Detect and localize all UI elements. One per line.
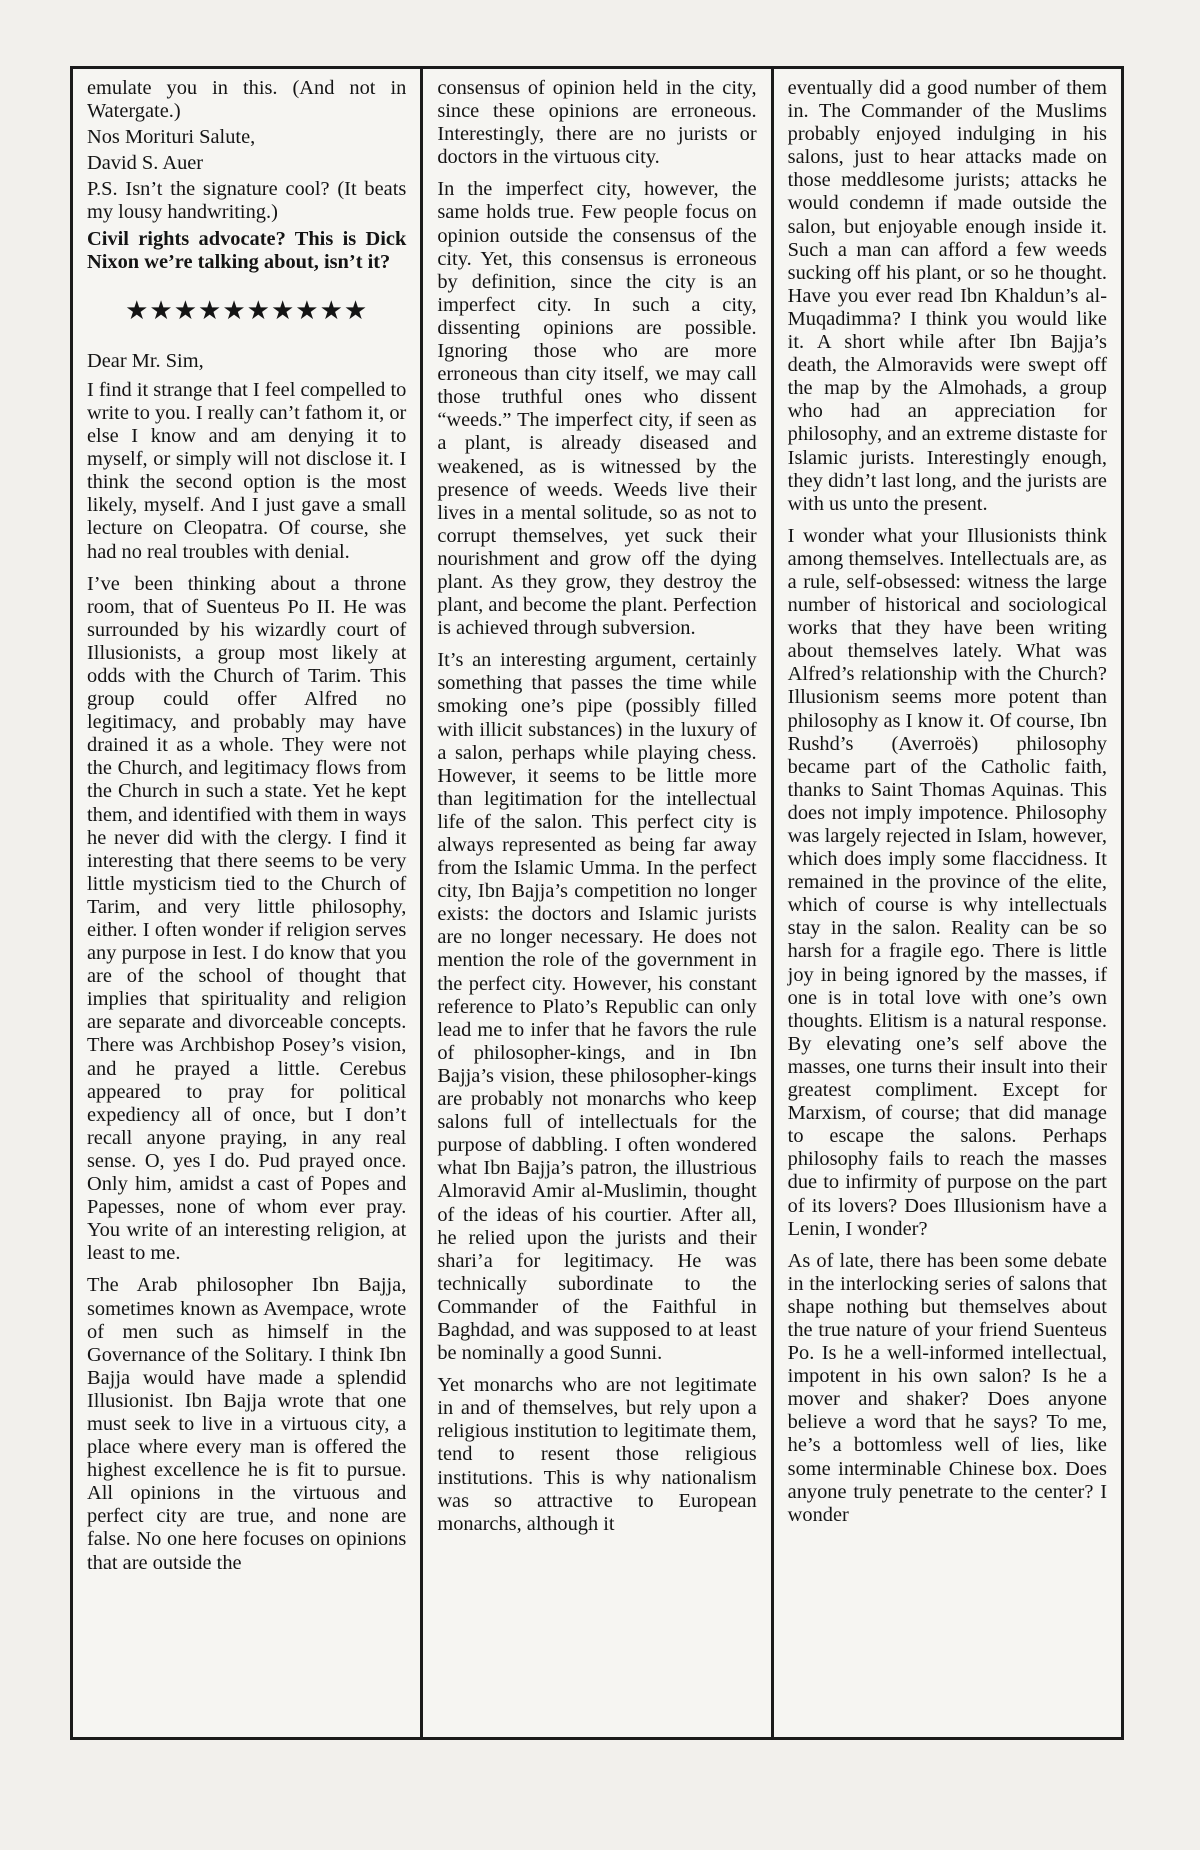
paragraph: Yet monarchs who are not legitimate in and of themselves, but rely upon a religious institution to legitimate them, tend to resent those religious institutions. This is why nationalism was so attractive to European monarchs, although it: [437, 1374, 757, 1535]
paragraph: It’s an interesting argument, certainly something that passes the time while smoking one’s pipe (possibly filled with illicit substances) in the luxury of a salon, perhaps while playing chess. However, it seems to be little more than legitimation for the intellectual life of the salon. This perfect city is always represented as being far away from the Islamic Umma. In the perfect city, Ibn Bajja’s competition no longer exists: the doctors and Islamic jurists are no longer necessary. He does not mention the role of the government in the perfect city. However, his constant reference to Plato’s Republic can only lead me to infer that he favors the rule of philosopher-kings, and in Ibn Bajja’s vision, these philosopher-kings are probably not monarchs who keep salons full of intellectuals for the purpose of dabbling. I often wondered what Ibn Bajja’s patron, the illustrious Almoravid Amir al-Muslimin, thought of the ideas of his courtier. After all, he relied upon the jurists and their shari’a for legitimacy. He was technically subordinate to the Commander of the Faithful in Baghdad, and was supposed to at least be nominally a good Sunni.: [437, 649, 757, 1365]
paragraph: As of late, there has been some debate in the interlocking series of salons that shape nothing but themselves about the true nature of your friend Suenteus Po. Is he a well-informed intellectual, impotent in his own salon? Is he a mover and shaker? Does anyone believe a word that he says? To me, he’s a bottomless well of lies, like some interminable Chinese box. Does anyone truly penetrate to the center? I wonder: [787, 1249, 1107, 1526]
postscript: P.S. Isn’t the signature cool? (It beats my lousy handwriting.): [87, 178, 407, 224]
column-1: [73, 69, 420, 1737]
paragraph: The Arab philosopher Ibn Bajja, sometimes known as Avempace, wrote of men such as himself in the Governance of the Solitary. I think Ibn Bajja would have made a splendid Illusionist. Ibn Bajja wrote that one must seek to live in a virtuous city, a place where every man is offered the highest excellence he is fit to pursue. All opinions in the virtuous and perfect city are true, and none are false. No one here focuses on opinions that are outside the: [87, 1274, 407, 1574]
column-3: [771, 69, 1121, 1737]
letter-salutation: Dear Mr. Sim,: [87, 349, 204, 372]
paragraph: I find it strange that I feel compelled to write to you. I really can’t fathom it, or else I know and am denying it to myself, or simply will not disclose it. I think the second option is the most likely, myself. And I just gave a small lecture on Cleopatra. Of course, she had no real troubles with denial.: [87, 378, 407, 563]
editor-reply: Civil rights advocate? This is Dick Nixon we’re talking about, isn’t it?: [87, 227, 407, 273]
paragraph: In the imperfect city, however, the same holds true. Few people focus on opinion outside the consensus of the city. Yet, this consensus is erroneous by definition, since the city is an imperfect city. In such a city, dissenting opinions are possible. Ignoring those who are more erroneous than city itself, we may call those truthful ones who dissent “weeds.” The imperfect city, if seen as a plant, is already diseased and weakened, as is witnessed by the presence of weeds. Weeds live their lives in a mental solitude, so as not to corrupt themselves, yet suck their nourishment and grow off the dying plant. As they grow, they destroy the plant, and become the plant. Perfection is achieved through subversion.: [437, 178, 757, 640]
column-2: [420, 69, 770, 1737]
paragraph: eventually did a good number of them in. The Commander of the Muslims probably enjoyed indulging in his salons, just to hear attacks made on those meddlesome jurists; attacks he would condemn if made outside the salon, but enjoyable enough inside it. Such a man can afford a few weeds sucking off his plant, or so he thought. Have you ever read Ibn Khaldun’s al-Muqadimma? I think you would like it. A short while after Ibn Bajja’s death, the Almoravids were swept off the map by the Almohads, a group who had an appreciation for philosophy, and an extreme distaste for Islamic jurists. Interestingly enough, they didn’t last long, and the jurists are with us unto the present.: [787, 77, 1107, 515]
letters-page: [70, 66, 1124, 1740]
paragraph: emulate you in this. (And not in Watergate.): [87, 77, 407, 123]
signature: David S. Auer: [87, 152, 204, 175]
star-divider: ★★★★★★★★★★: [125, 295, 369, 325]
paragraph: I wonder what your Illusionists think among themselves. Intellectuals are, as a rule, self-obsessed: witness the large number of historical and sociological works that they have been writing about themselves lately. What was Alfred’s relationship with the Church? Illusionism seems more potent than philosophy as I know it. Of course, Ibn Rushd’s (Averroës) philosophy became part of the Catholic faith, thanks to Saint Thomas Aquinas. This does not imply impotence. Philosophy was largely rejected in Islam, however, which does imply some flaccidness. It remained in the province of the elite, which of course is why intellectuals stay in the salon. Reality can be so harsh for a fragile ego. There is little joy in being ignored by the masses, if one is in total love with one’s own thoughts. Elitism is a natural response. By elevating one’s self above the masses, one turns their insult into their greatest compliment. Except for Marxism, of course; that did manage to escape the salons. Perhaps philosophy fails to reach the masses due to infirmity of purpose on the part of its lovers? Does Illusionism have a Lenin, I wonder?: [787, 524, 1107, 1240]
paragraph: consensus of opinion held in the city, since these opinions are erroneous. Interestingly, there are no jurists or doctors in the virtuous city.: [437, 77, 757, 169]
paragraph: I’ve been thinking about a throne room, that of Suenteus Po II. He was surrounded by his wizardly court of Illusionists, a group most likely at odds with the Church of Tarim. This group could offer Alfred no legitimacy, and probably may have drained it as a whole. They were not the Church, and legitimacy flows from the Church in such a state. Yet he kept them, and identified with them in ways he never did with the clergy. I find it interesting that there seems to be very little mysticism tied to the Church of Tarim, and very little philosophy, either. I often wonder if religion serves any purpose in Iest. I do know that you are of the school of thought that implies that spirituality and religion are separate and divorceable concepts. There was Archbishop Posey’s vision, and he prayed a little. Cerebus appeared to pray for political expediency all of once, but I don’t recall anyone praying, in any real sense. O, yes I do. Pud prayed once. Only him, amidst a cast of Popes and Papesses, none of whom ever pray. You write of an interesting religion, at least to me.: [87, 572, 407, 1265]
closing-salutation: Nos Morituri Salute,: [87, 126, 256, 149]
